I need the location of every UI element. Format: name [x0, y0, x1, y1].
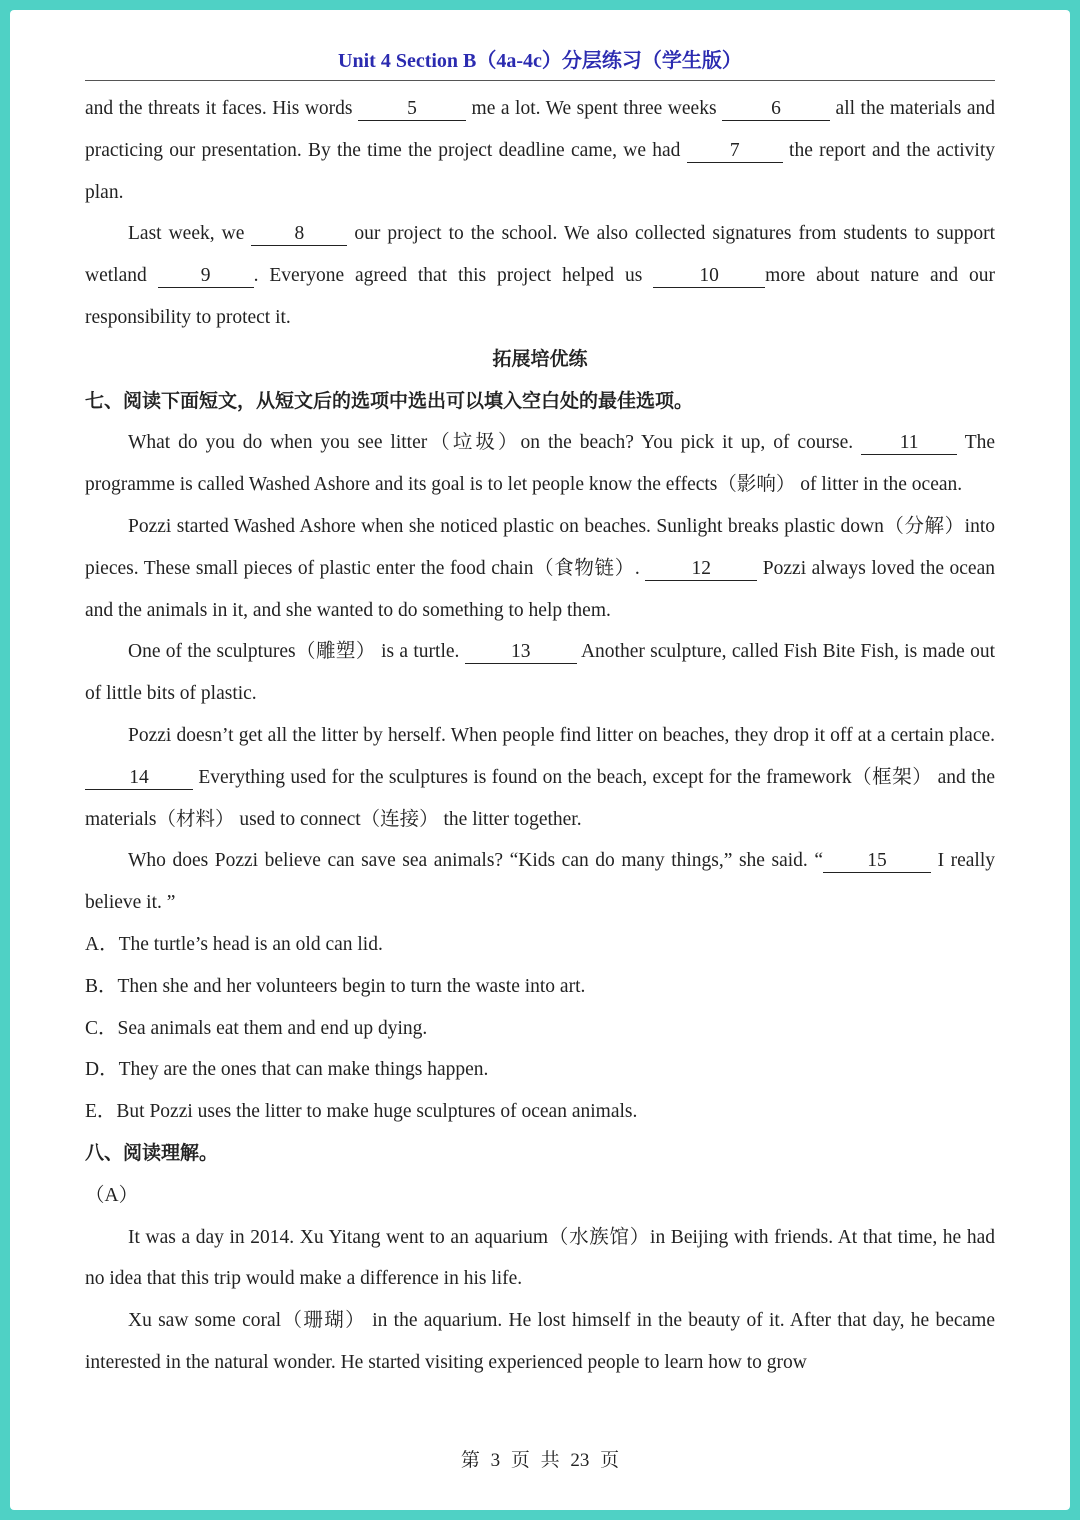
section7-paragraph-5 [85, 840, 995, 924]
section8-paragraph-1: It was a day in 2014. Xu Yitang went to an aquarium（水族馆）in Beijing with friends. At that time, he had no idea that this trip would make a difference in his life. [85, 1226, 995, 1290]
section8-part-label: （A） [85, 1184, 139, 1206]
section7-paragraph-1 [85, 422, 995, 506]
blank-12[interactable]: 12 [645, 558, 757, 581]
text: our project to the school. We also collected signatures from students to support wetland [85, 223, 996, 287]
text: . Everyone agreed that this project helped us [253, 265, 654, 287]
text: Pozzi doesn’t get all the litter by herself. When people find litter on beaches, they drop it off at a certain place. [128, 724, 995, 746]
text: Who does Pozzi believe can save sea animals? “Kids can do many things,” she said. “ [128, 850, 824, 872]
text: The programme is called Washed Ashore and its goal is to let people know the effects（影响） of litter in the ocean. [85, 432, 996, 496]
page-footer: 第 3 页 共 23 页 [460, 1450, 620, 1471]
blank-10[interactable]: 10 [653, 265, 765, 288]
text: Another sculpture, called Fish Bite Fish, is made out of little bits of plastic. [85, 641, 996, 705]
blank-8[interactable]: 8 [251, 223, 347, 246]
blank-13[interactable]: 13 [465, 641, 577, 664]
subtitle: 拓展培优练 [492, 347, 588, 370]
text: more about nature and our responsibility to protect it. [85, 265, 995, 328]
passage1-paragraph-2 [85, 213, 995, 338]
blank-15[interactable]: 15 [823, 850, 931, 873]
text: Pozzi started Washed Ashore when she noticed plastic on beaches. Sunlight breaks plastic down（分解）into pieces. These small pieces of plastic enter the food chain（食物链）. [85, 515, 995, 579]
blank-14[interactable]: 14 [85, 767, 193, 790]
option-c[interactable]: C．Sea animals eat them and end up dying. [85, 1017, 428, 1039]
option-b[interactable]: B．Then she and her volunteers begin to turn the waste into art. [85, 975, 586, 997]
section7-heading: 七、阅读下面短文，从短文后的选项中选出可以填入空白处的最佳选项。 [85, 389, 694, 412]
option-a[interactable]: A．The turtle’s head is an old can lid. [85, 933, 383, 955]
section7-paragraph-3 [85, 631, 995, 715]
text: Last week, we [128, 223, 252, 245]
blank-9[interactable]: 9 [158, 265, 254, 288]
text: the report and the activity plan. [85, 139, 996, 203]
header-rule [85, 80, 995, 81]
text: Pozzi always loved the ocean and the animals in it, and she wanted to do something to help them. [85, 557, 995, 621]
text: Everything used for the sculptures is found on the beach, except for the framework（框架） and the materials（材料） used to connect（连接） the litter together. [85, 766, 995, 830]
page-header-title: Unit 4 Section B（4a-4c）分层练习（学生版） [338, 50, 742, 72]
text: One of the sculptures（雕塑） is a turtle. [128, 641, 465, 663]
section8-paragraph-2: Xu saw some coral（珊瑚） in the aquarium. He lost himself in the beauty of it. After that day, he became interested in the natural wonder. He started visiting experienced people to learn how to grow [85, 1310, 995, 1373]
document-page [10, 10, 1070, 1510]
blank-5[interactable]: 5 [358, 98, 466, 121]
section8-heading: 八、阅读理解。 [85, 1141, 219, 1164]
text: and the threats it faces. His words [85, 98, 359, 119]
document-body [85, 88, 995, 1384]
option-d[interactable]: D．They are the ones that can make things happen. [85, 1059, 489, 1081]
option-e[interactable]: E．But Pozzi uses the litter to make huge sculptures of ocean animals. [85, 1101, 638, 1123]
text: What do you do when you see litter（垃圾）on the beach? You pick it up, of course. [128, 432, 862, 454]
section7-paragraph-2 [85, 506, 995, 631]
text: me a lot. We spent three weeks [466, 98, 723, 119]
text: all the materials and practicing our presentation. By the time the project deadline came, we had [85, 98, 996, 161]
passage1-paragraph-1 [85, 88, 995, 213]
blank-7[interactable]: 7 [687, 140, 783, 163]
text: I really believe it. ” [85, 850, 996, 914]
blank-11[interactable]: 11 [861, 432, 957, 455]
section7-paragraph-4 [85, 715, 995, 840]
blank-6[interactable]: 6 [722, 98, 830, 121]
